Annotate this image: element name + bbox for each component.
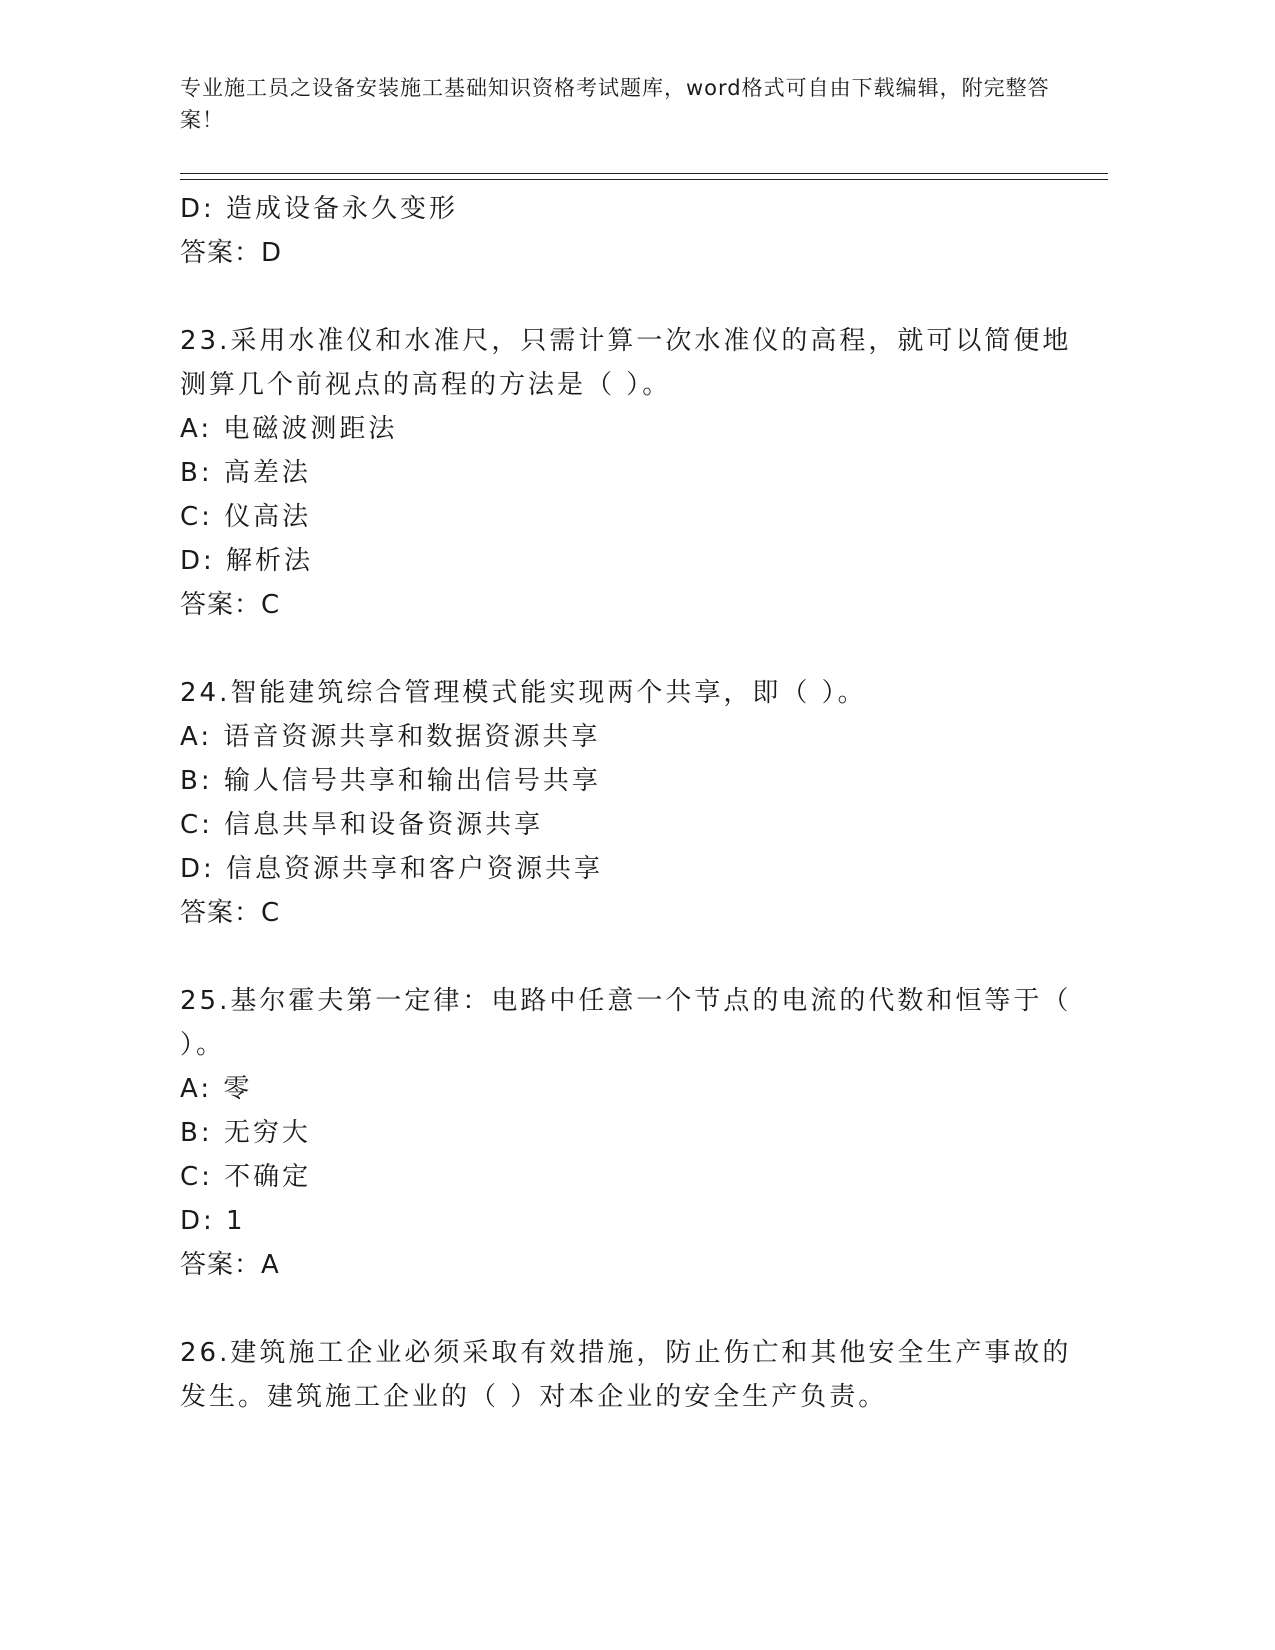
option-b: B: 无穷大: [180, 1118, 311, 1148]
question-stem-line: 24.智能建筑综合管理模式能实现两个共享，即（ ）。: [180, 678, 867, 708]
answer-line: 答案：A: [180, 1250, 280, 1280]
option-a: A: 语音资源共享和数据资源共享: [180, 722, 601, 752]
header-text: 专业施工员之设备安装施工基础知识资格考试题库，word格式可自由下载编辑，附完整答案！: [180, 76, 1050, 132]
option-d: D: 信息资源共享和客户资源共享: [180, 854, 604, 884]
answer-line: 答案：D: [180, 238, 283, 268]
previous-question-tail: [180, 187, 1060, 275]
question-25: [180, 979, 1072, 1287]
option-b: B: 高差法: [180, 458, 311, 488]
header-divider-top: [180, 173, 1108, 174]
option-c: C: 仪高法: [180, 502, 312, 532]
option-a: A: 零: [180, 1074, 253, 1104]
option-c: C: 不确定: [180, 1162, 312, 1192]
document-body: [180, 187, 1072, 1419]
question-stem-line: 测算几个前视点的高程的方法是（ ）。: [180, 370, 672, 400]
question-stem-line: ）。: [180, 1030, 226, 1060]
question-24: [180, 671, 1060, 935]
question-stem-line: 26.建筑施工企业必须采取有效措施，防止伤亡和其他安全生产事故的: [180, 1338, 1072, 1368]
option-d: D: 造成设备永久变形: [180, 194, 459, 224]
question-26: [180, 1331, 1072, 1419]
question-stem-line: 发生。建筑施工企业的（ ）对本企业的安全生产负责。: [180, 1382, 888, 1412]
document-header: [180, 72, 1060, 136]
answer-line: 答案：C: [180, 898, 281, 928]
option-d: D: 1: [180, 1206, 246, 1236]
question-stem-line: 23.采用水准仪和水准尺，只需计算一次水准仪的高程，就可以简便地: [180, 326, 1072, 356]
question-stem-line: 25.基尔霍夫第一定律：电路中任意一个节点的电流的代数和恒等于（: [180, 986, 1072, 1016]
option-b: B: 输人信号共享和输出信号共享: [180, 766, 601, 796]
header-divider-bottom: [180, 179, 1108, 180]
answer-line: 答案：C: [180, 590, 281, 620]
option-c: C: 信息共旱和设备资源共享: [180, 810, 544, 840]
question-23: [180, 319, 1072, 627]
option-a: A: 电磁波测距法: [180, 414, 398, 444]
option-d: D: 解析法: [180, 546, 314, 576]
